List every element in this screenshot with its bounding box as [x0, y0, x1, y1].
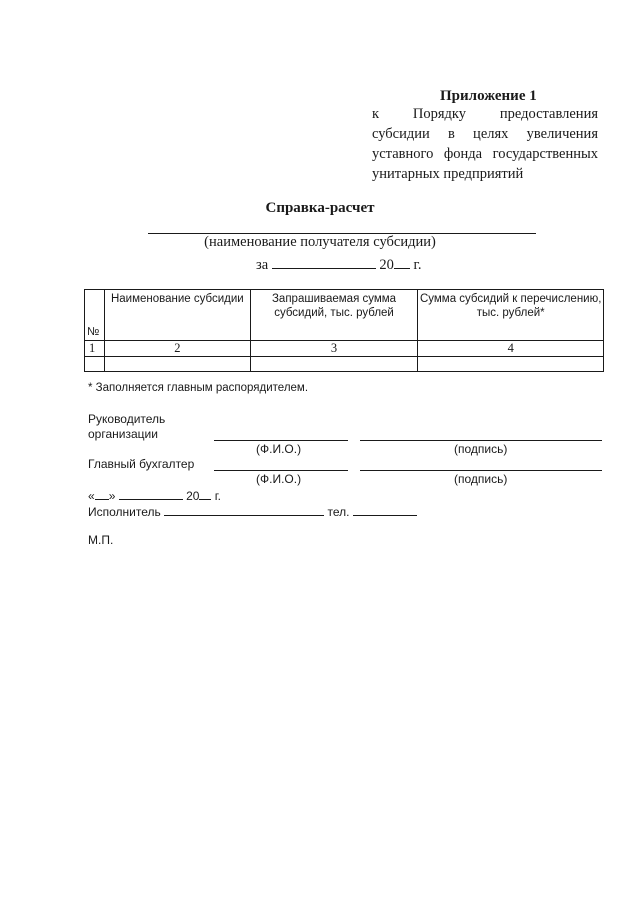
table-cell — [418, 357, 604, 372]
header-amount-to-transfer: Сумма субсидий к перечислению, тыс. рублей* — [418, 290, 604, 341]
date-suffix: г. — [214, 489, 222, 503]
head-fio-line — [214, 440, 348, 441]
period-line — [256, 254, 421, 274]
stamp-placeholder: М.П. — [88, 533, 114, 547]
recipient-caption: (наименование получателя субсидии) — [204, 234, 436, 250]
year-blank — [394, 254, 410, 269]
day-blank — [95, 487, 109, 500]
head-signature-caption: (подпись) — [454, 442, 508, 456]
table-cell: 1 — [85, 341, 105, 357]
date-line — [88, 487, 221, 503]
period-suffix: г. — [413, 257, 422, 273]
table-empty-row — [85, 357, 604, 372]
table-cell: 3 — [250, 341, 418, 357]
appendix-reference-text: к Порядку предоставления субсидии в целях увеличения уставного фонда государственных унитарных предприятий — [372, 106, 598, 182]
accountant-fio-line — [214, 470, 348, 471]
header-subsidy-name: Наименование субсидии — [104, 290, 250, 341]
accountant-signature-line — [360, 470, 602, 471]
executor-name-blank — [164, 503, 324, 516]
period-prefix: за — [256, 257, 269, 273]
date-year: 20 — [186, 489, 200, 503]
head-signature-line — [360, 440, 602, 441]
phone-blank — [353, 503, 417, 516]
phone-label: тел. — [327, 505, 350, 519]
footnote: * Заполняется главным распорядителем. — [88, 382, 309, 394]
chief-accountant-label: Главный бухгалтер — [88, 457, 195, 471]
period-year: 20 — [379, 257, 394, 273]
date-open-quote: « — [88, 489, 95, 503]
document-title: Справка-расчет — [265, 200, 375, 216]
executor-label: Исполнитель — [88, 505, 161, 519]
head-label-line2: организации — [88, 427, 158, 441]
table-numbering-row — [85, 341, 604, 357]
period-blank — [272, 254, 376, 269]
head-fio-caption: (Ф.И.О.) — [256, 442, 302, 456]
date-close-quote: » — [108, 489, 116, 503]
date-year-blank — [199, 487, 211, 500]
table-cell: 4 — [418, 341, 604, 357]
table-cell: 2 — [104, 341, 250, 357]
header-requested-amount: Запрашиваемая сумма субсидий, тыс. рублей — [250, 290, 418, 341]
calculation-table — [84, 289, 604, 372]
table-header-row — [85, 290, 604, 341]
accountant-fio-caption: (Ф.И.О.) — [256, 472, 302, 486]
table-cell — [250, 357, 418, 372]
accountant-signature-caption: (подпись) — [454, 472, 508, 486]
table-cell — [104, 357, 250, 372]
month-blank — [119, 487, 183, 500]
head-label-line1: Руководитель — [88, 412, 166, 426]
appendix-title: Приложение 1 — [440, 88, 537, 104]
header-number: № — [85, 290, 105, 341]
table-cell — [85, 357, 105, 372]
executor-line — [88, 503, 417, 519]
